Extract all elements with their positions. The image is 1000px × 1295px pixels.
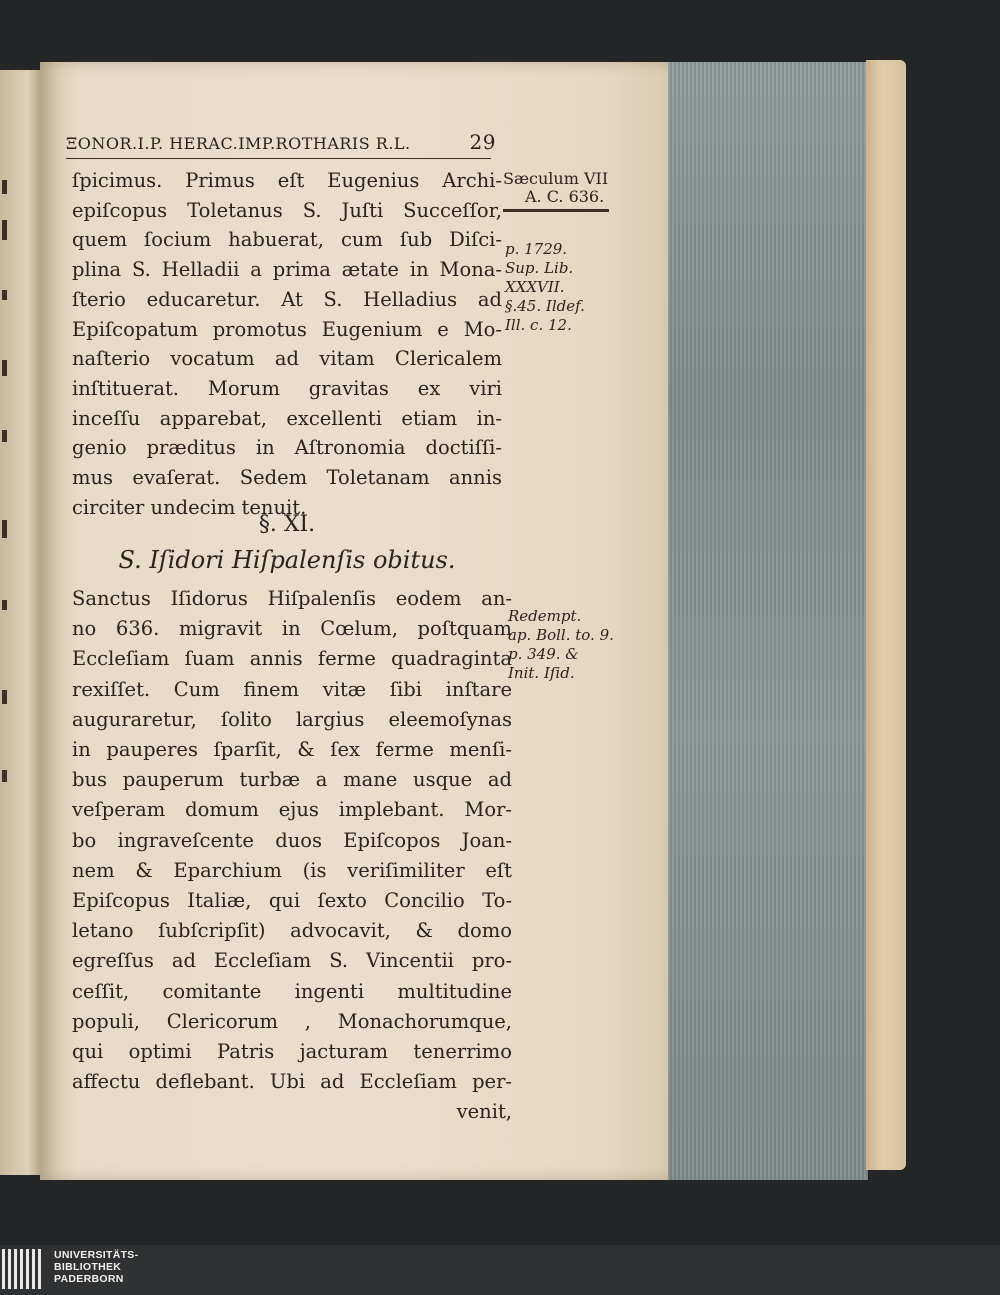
text-line: egreſſus ad Eccleſiam S. Vincentii pro- <box>72 949 512 973</box>
text-line: inſtituerat. Morum gravitas ex viri <box>72 376 502 400</box>
margin-note-1 <box>505 240 585 335</box>
text-line: ſpicimus. Primus eſt Eugenius Archi- <box>72 169 502 192</box>
text-line: no 636. migravit in Cœlum, poſtquam <box>72 617 512 641</box>
margin-rule <box>503 209 609 212</box>
page-number: 29 <box>469 130 496 154</box>
margin-line: Ill. c. 12. <box>505 316 572 334</box>
text-line: mus evaſerat. Sedem Toletanam annis <box>72 466 502 490</box>
text-line: populi, Clericorum , Monachorumque, <box>72 1009 512 1033</box>
text-line: bo ingraveſcente duos Epiſcopos Joan- <box>72 828 512 852</box>
text-line: affectu deflebant. Ubi ad Eccleſiam per- <box>72 1070 512 1094</box>
library-name <box>54 1249 138 1285</box>
paragraph-1 <box>72 166 502 522</box>
section-title: S. Iſidori Hiſpalenſis obitus. <box>118 546 456 574</box>
paragraph-2 <box>72 584 512 1128</box>
page-block-edge <box>668 62 868 1180</box>
text-line: qui optimi Patris jacturam tenerrimo <box>72 1040 512 1064</box>
left-page-edge <box>0 70 42 1175</box>
margin-line: XXXVII. <box>505 278 565 296</box>
text-line: auguraretur, ſolito largius eleemoſynas <box>72 707 512 731</box>
running-head-text: ΞONOR.I.P. HERAC.IMP.ROTHARIS R.L. <box>66 134 411 153</box>
header-rule <box>66 158 491 159</box>
text-line: Epiſcopus Italiæ, qui ſexto Concilio To- <box>72 889 512 913</box>
margin-line: p. 349. & <box>508 645 579 663</box>
text-line: ſterio educaretur. At S. Helladius ad <box>72 287 502 311</box>
margin-line: p. 1729. <box>505 240 568 258</box>
text-line: rexiſſet. Cum finem vitæ ſibi inſtare <box>72 677 512 701</box>
margin-date-note <box>503 170 609 212</box>
library-name-line: PADERBORN <box>54 1273 124 1285</box>
library-footer <box>0 1245 1000 1295</box>
text-line: Sanctus Iſidorus Hiſpalenſis eodem an- <box>72 587 512 610</box>
running-header <box>66 130 496 154</box>
book-cover-edge <box>866 60 906 1170</box>
text-line: plina S. Helladii a prima ætate in Mona- <box>72 258 502 282</box>
library-logo-icon <box>2 1249 44 1289</box>
margin-line: Redempt. <box>508 607 582 625</box>
margin-line: Sup. Lib. <box>505 259 574 277</box>
text-line: letano ſubſcripſit) advocavit, & domo <box>72 919 512 943</box>
saeculum-label: Sæculum VII <box>503 169 609 188</box>
margin-note-2 <box>508 607 614 683</box>
text-line: naſterio vocatum ad vitam Clericalem <box>72 347 502 371</box>
margin-line: ap. Boll. to. 9. <box>508 626 614 644</box>
text-line: genio præditus in Aſtronomia doctiſſi- <box>72 436 502 460</box>
margin-line: Init. Iſid. <box>508 664 575 682</box>
text-line: bus pauperum turbæ a mane usque ad <box>72 768 512 792</box>
text-line: in pauperes ſparſit, & ſex ferme menſi- <box>72 738 512 762</box>
text-line: ceſſit, comitante ingenti multitudine <box>72 979 512 1003</box>
text-line: inceſſu apparebat, excellenti etiam in- <box>72 406 502 430</box>
year-label: A. C. 636. <box>525 187 605 206</box>
library-name-line: BIBLIOTHEK <box>54 1261 122 1273</box>
library-name-line: UNIVERSITÄTS- <box>54 1249 139 1261</box>
margin-line: §.45. Ildef. <box>505 297 585 315</box>
text-line: epiſcopus Toletanus S. Juſti Succeſſor, <box>72 198 502 222</box>
text-line: veſperam domum ejus implebant. Mor- <box>72 798 512 822</box>
text-line: nem & Eparchium (is veriſimiliter eſt <box>72 858 512 882</box>
text-line: quem ſocium habuerat, cum ſub Diſci- <box>72 228 502 252</box>
text-line: Epiſcopatum promotus Eugenium e Mo- <box>72 317 502 341</box>
text-line: circiter undecim tenuit. <box>72 495 307 519</box>
text-line: Eccleſiam ſuam annis ferme quadraginta <box>72 647 512 671</box>
section-number: §. XI. <box>258 512 316 537</box>
catchword: venit, <box>456 1100 512 1124</box>
